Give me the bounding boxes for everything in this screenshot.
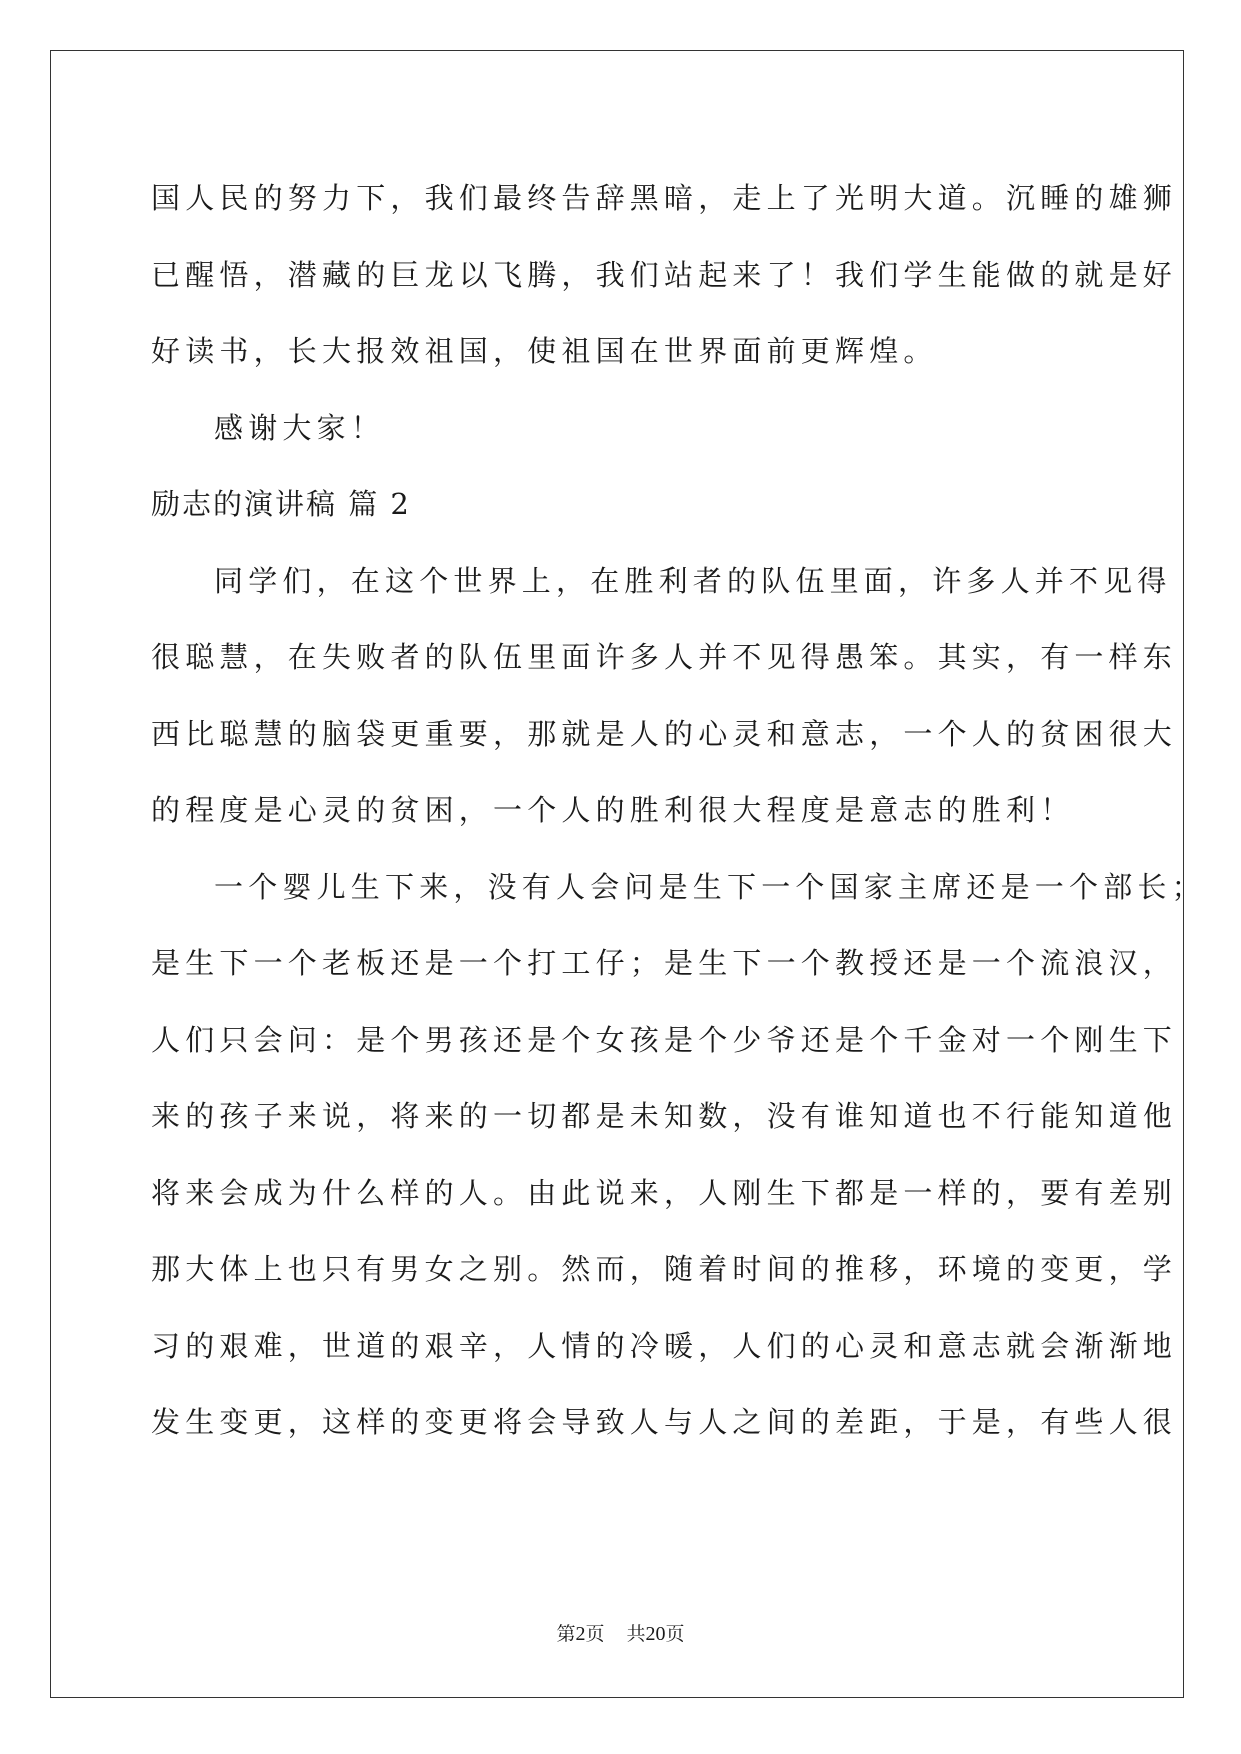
- text-line-6: 同学们，在这个世界上，在胜利者的队伍里面，许多人并不见得: [214, 563, 1172, 598]
- text-line-17: 发生变更，这样的变更将会导致人与人之间的差距，于是，有些人很: [151, 1405, 1178, 1439]
- text-line-4: 感谢大家！: [214, 410, 386, 445]
- text-line-16: 习的艰难，世道的艰辛，人情的冷暖，人们的心灵和意志就会渐渐地: [151, 1328, 1178, 1363]
- section-heading: 励志的演讲稿 篇 2: [151, 487, 411, 521]
- text-line-13: 来的孩子来说，将来的一切都是未知数，没有谁知道也不行能知道他: [151, 1099, 1178, 1133]
- text-line-12: 人们只会问：是个男孩还是个女孩是个少爷还是个千金对一个刚生下: [151, 1022, 1178, 1057]
- document-body: [151, 160, 1206, 1461]
- text-line-3: 好读书，长大报效祖国，使祖国在世界面前更辉煌。: [151, 334, 938, 368]
- text-line-2: 已醒悟，潜藏的巨龙以飞腾，我们站起来了！我们学生能做的就是好: [151, 257, 1178, 292]
- text-line-11: 是生下一个老板还是一个打工仔；是生下一个教授还是一个流浪汉，: [151, 946, 1178, 980]
- text-line-14: 将来会成为什么样的人。由此说来，人刚生下都是一样的，要有差别: [151, 1175, 1178, 1210]
- page-suffix: 页: [585, 1623, 605, 1645]
- total-suffix: 页: [665, 1623, 685, 1645]
- text-line-9: 的程度是心灵的贫困，一个人的胜利很大程度是意志的胜利！: [151, 793, 1075, 827]
- total-pages: 20: [645, 1623, 666, 1645]
- page-number: 2: [575, 1623, 586, 1645]
- page-prefix: 第: [556, 1623, 576, 1645]
- text-line-8: 西比聪慧的脑袋更重要，那就是人的心灵和意志，一个人的贫困很大: [151, 716, 1178, 751]
- text-line-15: 那大体上也只有男女之别。然而，随着时间的推移，环境的变更，学: [151, 1252, 1178, 1286]
- text-line-10: 一个婴儿生下来，没有人会问是生下一个国家主席还是一个部长；: [214, 869, 1206, 904]
- page-footer: [0, 1622, 1241, 1646]
- text-line-1: 国人民的努力下，我们最终告辞黑暗，走上了光明大道。沉睡的雄狮: [151, 181, 1178, 215]
- text-line-7: 很聪慧，在失败者的队伍里面许多人并不见得愚笨。其实，有一样东: [151, 640, 1178, 674]
- total-prefix: 共: [626, 1623, 646, 1645]
